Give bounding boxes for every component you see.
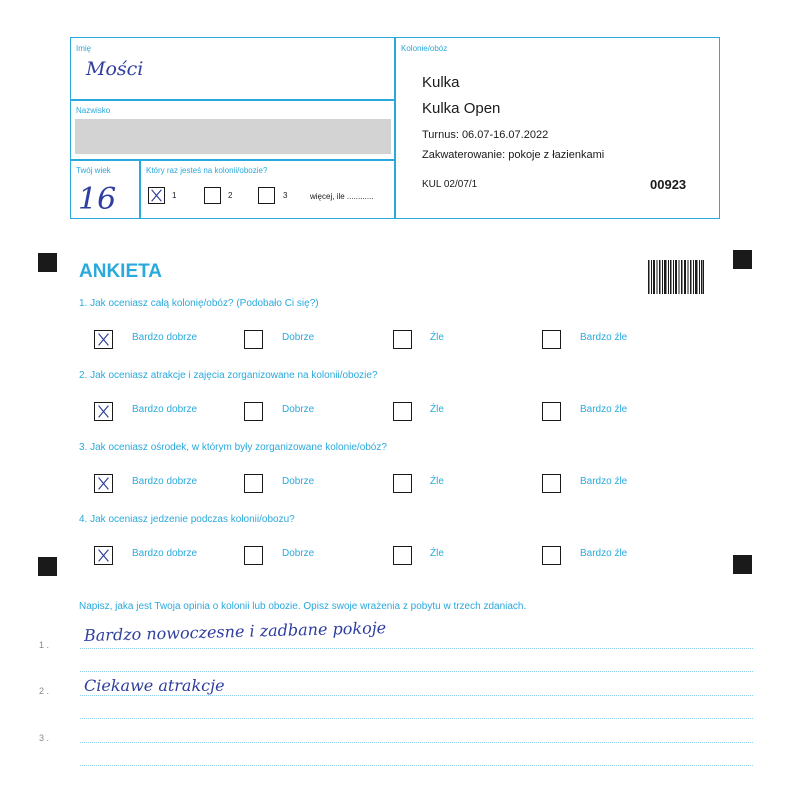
dotted-line (80, 765, 753, 766)
rating-checkbox[interactable] (542, 474, 561, 493)
surname-label: Nazwisko (76, 106, 111, 115)
times-option-1: 1 (172, 191, 177, 200)
check-x-icon (95, 547, 112, 564)
rating-checkbox[interactable] (94, 402, 113, 421)
times-option-2: 2 (228, 191, 233, 200)
check-x-icon (95, 331, 112, 348)
surname-redacted (75, 119, 391, 154)
header-divider-age (139, 159, 141, 219)
survey-title: ANKIETA (79, 261, 163, 282)
registration-marker (38, 253, 57, 272)
rating-checkbox[interactable] (542, 546, 561, 565)
header-divider-h2 (70, 159, 395, 161)
rating-option-label: Źle (430, 476, 444, 487)
times-checkbox-1[interactable] (148, 187, 165, 204)
rating-checkbox[interactable] (244, 402, 263, 421)
rating-option-label: Źle (430, 548, 444, 559)
times-label: Który raz jesteś na kolonii/obozie? (146, 166, 268, 175)
rating-option-label: Bardzo dobrze (132, 548, 198, 559)
rating-option-label: Dobrze (282, 332, 315, 343)
rating-checkbox[interactable] (94, 546, 113, 565)
header-divider-vertical (394, 37, 396, 219)
registration-marker (733, 250, 752, 269)
opinion-line-number: 1 . (39, 640, 50, 650)
dotted-line (80, 648, 753, 649)
opinion-line-text[interactable]: Ciekawe atrakcje (84, 676, 225, 695)
times-option-3: 3 (283, 191, 288, 200)
rating-checkbox[interactable] (393, 474, 412, 493)
dotted-line (80, 671, 753, 672)
survey-question: 3. Jak oceniasz ośrodek, w którym były zorganizowane kolonie/obóz? (79, 442, 387, 453)
rating-checkbox[interactable] (393, 546, 412, 565)
rating-checkbox[interactable] (244, 546, 263, 565)
opinion-prompt: Napisz, jaka jest Twoja opinia o kolonii lub obozie. Opisz swoje wrażenia z pobytu w trzech zdaniach. (79, 601, 527, 612)
check-x-icon (149, 188, 164, 203)
opinion-line-number: 2 . (39, 686, 50, 696)
registration-marker (38, 557, 57, 576)
rating-option-label: Dobrze (282, 548, 315, 559)
opinion-line-number: 3 . (39, 733, 50, 743)
rating-checkbox[interactable] (94, 330, 113, 349)
camp-code: KUL 02/07/1 (422, 179, 478, 190)
rating-checkbox[interactable] (244, 330, 263, 349)
survey-question: 4. Jak oceniasz jedzenie podczas kolonii/obozu? (79, 514, 295, 525)
rating-checkbox[interactable] (542, 330, 561, 349)
rating-option-label: Źle (430, 404, 444, 415)
rating-option-label: Bardzo źle (580, 476, 628, 487)
turnus: Turnus: 06.07-16.07.2022 (422, 129, 549, 141)
check-x-icon (95, 475, 112, 492)
barcode-icon (648, 260, 704, 294)
rating-option-label: Bardzo źle (580, 548, 628, 559)
registration-marker (733, 555, 752, 574)
rating-option-label: Źle (430, 332, 444, 343)
rating-option-label: Bardzo źle (580, 332, 628, 343)
name-label: Imię (76, 44, 92, 53)
times-more: więcej, ile ............ (310, 192, 374, 201)
rating-option-label: Dobrze (282, 476, 315, 487)
rating-option-label: Bardzo dobrze (132, 476, 198, 487)
rating-checkbox[interactable] (94, 474, 113, 493)
dotted-line (80, 695, 753, 696)
header-divider-h1 (70, 99, 395, 101)
times-checkbox-3[interactable] (258, 187, 275, 204)
camp-name-2: Kulka Open (422, 100, 501, 117)
form-number: 00923 (650, 177, 687, 192)
accommodation: Zakwaterowanie: pokoje z łazienkami (422, 149, 605, 161)
rating-checkbox[interactable] (542, 402, 561, 421)
times-checkbox-2[interactable] (204, 187, 221, 204)
opinion-line-text[interactable]: Bardzo nowoczesne i zadbane pokoje (83, 618, 387, 645)
rating-option-label: Dobrze (282, 404, 315, 415)
barcode (648, 260, 704, 294)
survey-question: 1. Jak oceniasz całą kolonię/obóz? (Podobało Ci się?) (79, 298, 319, 309)
rating-checkbox[interactable] (244, 474, 263, 493)
check-x-icon (95, 403, 112, 420)
age-label: Twój wiek (76, 166, 111, 175)
rating-checkbox[interactable] (393, 402, 412, 421)
rating-option-label: Bardzo dobrze (132, 332, 198, 343)
rating-option-label: Bardzo dobrze (132, 404, 198, 415)
camp-name-1: Kulka (422, 74, 460, 91)
camp-label: Kolonie/obóz (401, 44, 448, 53)
age-value[interactable]: 16 (78, 182, 117, 217)
survey-question: 2. Jak oceniasz atrakcje i zajęcia zorganizowane na kolonii/obozie? (79, 370, 378, 381)
rating-option-label: Bardzo źle (580, 404, 628, 415)
rating-checkbox[interactable] (393, 330, 412, 349)
name-value[interactable]: Mości (86, 58, 144, 80)
dotted-line (80, 742, 753, 743)
dotted-line (80, 718, 753, 719)
